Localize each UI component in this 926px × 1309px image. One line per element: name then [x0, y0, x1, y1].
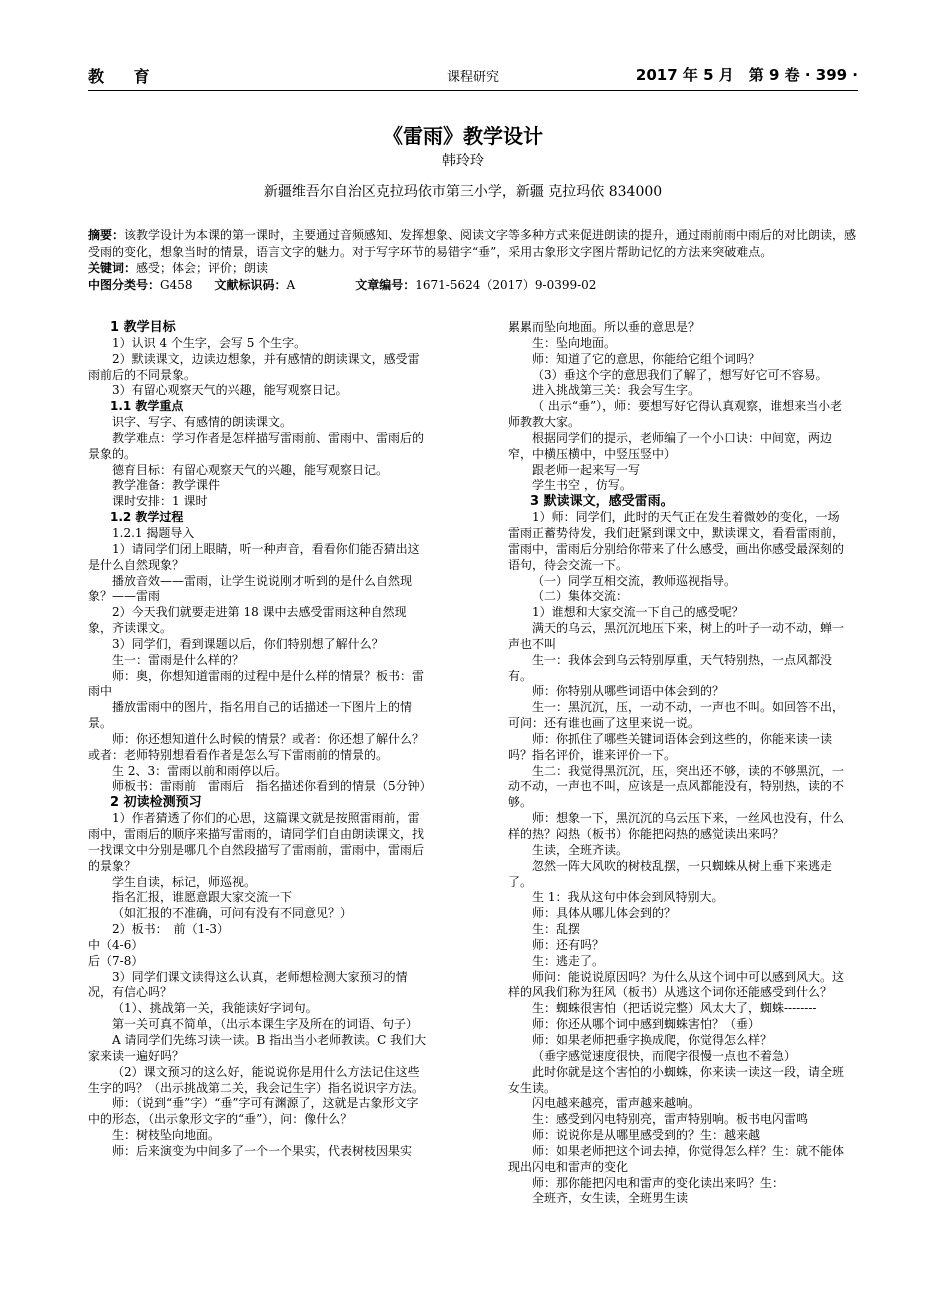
- body-paragraph: 进入挑战第三关：我会写生字。: [532, 383, 701, 398]
- body-paragraph: （2）课文预习的这么好，能说说你是用什么方法记住这些生字的吗？（出示挑战第二关，我会记生字）指名说识字方法。: [88, 1064, 425, 1095]
- body-paragraph: 1）师：同学们，此时的天气正在发生着微妙的变化，一场雷雨正蓄势待发，我们赶紧到课文中，默读课文，看看雷雨前，雷雨中，雷雨后分别给你带来了什么感受，画出你感受最深刻的语句，待会交流一下。: [508, 510, 845, 572]
- body-paragraph: 中（4-6）: [88, 937, 144, 952]
- body-paragraph: （如汇报的不准确，可问有没有不同意见？）: [112, 906, 353, 921]
- articleno-value: 1671-5624（2017）9-0399-02: [415, 277, 597, 292]
- body-paragraph: 生 2、3：雷雨以前和雨停以后。: [112, 763, 288, 778]
- body-paragraph: 学生书空 ，仿写。: [532, 478, 632, 493]
- body-paragraph: 生：坠向地面。: [532, 335, 617, 350]
- body-left-column: [88, 320, 432, 1160]
- body-paragraph: 师：奥，你想知道雷雨的过程中是什么样的情景？板书：雷雨中: [88, 668, 425, 699]
- body-paragraph: A 请同学们先练习读一读。B 指出当小老师教读。C 我们大家来读一遍好吗？: [88, 1032, 427, 1063]
- keywords-line: [88, 260, 858, 277]
- keywords-text: 感受；体会；评价；朗读: [136, 261, 269, 275]
- body-paragraph: 师：你还想知道什么时候的情景？或者：你还想了解什么？或者：老师特别想看看作者是怎么写下雷雨前的情景的。: [88, 731, 425, 762]
- body-paragraph: 生读，全班齐读。: [532, 842, 629, 857]
- doccode-label: 文献标识码：: [214, 277, 287, 292]
- body-paragraph: 生：感受到闪电特别亮，雷声特别响。板书电闪雷鸣: [532, 1112, 809, 1127]
- clc-label: 中图分类号：: [88, 277, 161, 292]
- body-paragraph: 1.2.1 揭题导入: [112, 525, 195, 540]
- body-paragraph: 1）谁想和大家交流一下自己的感受呢？: [532, 605, 744, 620]
- body-paragraph: 1）认识 4 个生字，会写 5 个生字。: [112, 335, 307, 350]
- body-paragraph: 根据同学们的提示，老师编了一个小口诀：中间宽，两边窄，中横压横中，中竖压竖中）: [508, 430, 833, 461]
- body-paragraph: 课时安排：1 课时: [112, 494, 208, 509]
- body-paragraph: 此时你就是这个害怕的小蜘蛛，你来读一读这一段，请全班女生读。: [508, 1064, 845, 1095]
- articleno-label: 文章编号：: [355, 277, 416, 292]
- body-paragraph: 播放雷雨中的图片，指名用自己的话描述一下图片上的情景。: [88, 700, 413, 731]
- body-paragraph: （一）同学互相交流，教师巡视指导。: [532, 573, 737, 588]
- abstract-block: [88, 227, 858, 293]
- body-paragraph: 师：想象一下，黑沉沉的乌云压下来，一丝风也没有，什么样的热？闷热（板书）你能把闷热的感觉读出来吗？: [508, 811, 845, 841]
- body-paragraph: 生一：黑沉沉，压，一动不动，一声也不叫。如回答不出，可问：还有谁也画了这里来说一说。: [508, 700, 845, 731]
- body-paragraph: 满天的乌云，黑沉沉地压下来，树上的叶子一动不动，蝉一声也不叫: [508, 621, 845, 651]
- journal-name: 教 育: [88, 67, 162, 86]
- body-paragraph: 2）今天我们就要走进第 18 课中去感受雷雨这种自然现象，齐读课文。: [88, 605, 407, 636]
- body-paragraph: 师：还有吗？: [532, 937, 605, 952]
- body-paragraph: （1）、挑战第一关，我能读好字词句。: [112, 1001, 318, 1016]
- subsection-heading: 1.2 教学过程: [110, 510, 184, 525]
- body-paragraph: 师问：能说说原因吗？为什么从这个词中可以感到风大。这样的风我们称为狂风（板书）从逃这个词你还能感受到什么？: [508, 969, 845, 1000]
- body-paragraph: 跟老师一起来写一写: [532, 462, 641, 477]
- body-paragraph: 累累而坠向地面。所以垂的意思是？: [508, 320, 701, 334]
- body-paragraph: 教学准备：教学课件: [112, 478, 221, 493]
- issue-info: 2017 年 5 月 第 9 卷 · 399 ·: [635, 66, 858, 84]
- body-paragraph: 识字、写字、有感情的朗读课文。: [112, 415, 293, 430]
- body-paragraph: 师：你还从哪个词中感到蜘蛛害怕？（垂）: [532, 1017, 761, 1032]
- body-paragraph: （3）垂这个字的意思我们了解了，想写好它可不容易。: [532, 367, 828, 382]
- abstract-text: 该教学设计为本课的第一课时，主要通过音频感知、发挥想象、阅读文字等多种方式来促进朗读的提升，通过雨前雨中雨后的对比朗读，感受雨的变化，想象当时的情景，语言文字的魅力。对于写字环节的易错字“垂”，采用古象形文字图片帮助记忆的方法来突破难点。: [88, 228, 857, 259]
- running-header: [88, 64, 858, 86]
- body-paragraph: 播放音效——雷雨，让学生说说刚才听到的是什么自然现象？——雷雨: [88, 573, 413, 604]
- body-paragraph: 3）有留心观察天气的兴趣，能写观察日记。: [112, 383, 348, 398]
- body-paragraph: 师：你特别从哪些词语中体会到的？: [532, 684, 725, 699]
- body-paragraph: 2）默读课文，边读边想象，并有感情的朗读课文，感受雷雨前后的不同景象。: [88, 351, 420, 382]
- section-heading: 3 默读课文，感受雷雨。: [530, 494, 674, 510]
- body-paragraph: 3）同学们，看到课题以后，你们特别想了解什么？: [112, 636, 384, 651]
- body-paragraph: （二）集体交流：: [532, 589, 629, 604]
- body-paragraph: 3）同学们课文读得这么认真，老师想检测大家预习的情况，有信心吗？: [88, 969, 408, 1000]
- article-title: 《雷雨》教学设计: [383, 124, 543, 148]
- body-paragraph: 生一：我体会到乌云特别厚重，天气特别热，一点风都没有。: [508, 652, 833, 683]
- body-paragraph: 生二：我觉得黑沉沉，压，突出还不够，读的不够黑沉，一动不动，一声也不叫，应该是一点风都能没有，特别热，读的不够。: [508, 763, 845, 810]
- abstract-label: 摘要：: [88, 228, 125, 242]
- subsection-heading: 1.1 教学重点: [110, 399, 184, 414]
- body-paragraph: 指名汇报，谁愿意跟大家交流一下: [112, 890, 293, 905]
- article-author: 韩玲玲: [442, 153, 484, 169]
- body-paragraph: 教学难点：学习作者是怎样描写雷雨前、雷雨中、雷雨后的景象的。: [88, 430, 425, 461]
- body-paragraph: 学生自读，标记，师巡视。: [112, 874, 257, 889]
- body-paragraph: 生一：雷雨是什么样的？: [112, 652, 245, 667]
- body-paragraph: 生：逃走了。: [532, 953, 605, 968]
- body-paragraph: 师：具体从哪儿体会到的？: [532, 906, 677, 921]
- classification-line: [88, 277, 858, 294]
- body-paragraph: 生：树枝坠向地面。: [112, 1128, 221, 1143]
- section-name: 课程研究: [446, 70, 499, 85]
- body-paragraph: 1）请同学们闭上眼睛，听一种声音，看看你们能否猜出这是什么自然现象？: [88, 541, 420, 572]
- body-paragraph: 师：如果老师把垂字换成爬，你觉得怎么样？: [532, 1032, 773, 1047]
- body-paragraph: 2）板书： 前（1-3）: [112, 922, 229, 937]
- body-paragraph: 全班齐，女生读，全班男生读: [532, 1191, 689, 1206]
- section-heading: 1 教学目标: [110, 320, 176, 335]
- clc-value: G458: [160, 277, 193, 292]
- body-paragraph: 生：蜘蛛很害怕（把话说完整）风太大了，蜘蛛--------: [532, 1001, 817, 1016]
- body-paragraph: 师：（说到“垂”字）“垂”字可有渊源了，这就是古象形文字中的形态，（出示象形文字的“垂”），问：像什么？: [88, 1096, 419, 1127]
- body-paragraph: 生：乱摆: [532, 922, 581, 937]
- body-paragraph: 师：知道了它的意思，你能给它组个词吗？: [532, 351, 761, 366]
- body-paragraph: 师：你抓住了哪些关键词语体会到这些的，你能来读一读吗？指名评价，谁来评价一下。: [508, 731, 833, 762]
- body-paragraph: 生 1：我从这句中体会到风特别大。: [532, 890, 724, 905]
- author-affiliation: 新疆维吾尔自治区克拉玛依市第三小学，新疆 克拉玛依 834000: [263, 184, 663, 200]
- body-right-column: [508, 320, 850, 1207]
- body-paragraph: 师：那你能把闪电和雷声的变化读出来吗？生：: [532, 1175, 785, 1190]
- doccode-value: A: [286, 277, 296, 292]
- body-paragraph: 师：说说你是从哪里感受到的？生：越来越: [532, 1128, 761, 1143]
- body-paragraph: 忽然一阵大风吹的树枝乱摆，一只蜘蛛从树上垂下来逃走了。: [508, 858, 833, 889]
- body-paragraph: （ 出示“垂”），师：要想写好它得认真观察，谁想来当小老师教教大家。: [508, 399, 843, 430]
- body-paragraph: 1）作者猜透了你们的心思，这篇课文就是按照雷雨前，雷雨中，雷雨后的顺序来描写雷雨的，请同学们自由朗读课文，找一找课文中分别是哪几个自然段描写了雷雨前，雷雨中，雷雨后的景象？: [88, 811, 425, 873]
- body-paragraph: 后（7-8）: [88, 953, 144, 968]
- body-paragraph: 师板书：雷雨前 雷雨后 指名描述你看到的情景（5分钟）: [112, 779, 432, 794]
- body-paragraph: （垂字感觉速度很快，而爬字很慢一点也不着急）: [532, 1048, 797, 1063]
- keywords-label: 关键词：: [88, 261, 137, 275]
- body-paragraph: 闪电越来越亮，雷声越来越响。: [532, 1096, 701, 1111]
- section-heading: 2 初读检测预习: [110, 795, 202, 811]
- header-rule: [88, 90, 858, 91]
- abstract-paragraph: [88, 227, 858, 260]
- body-paragraph: 师：如果老师把这个词去掉，你觉得怎么样？生：就不能体现出闪电和雷声的变化: [508, 1143, 845, 1174]
- body-paragraph: 师：后来演变为中间多了一个一个果实，代表树枝因果实: [112, 1143, 413, 1158]
- body-paragraph: 德育目标：有留心观察天气的兴趣，能写观察日记。: [112, 462, 389, 477]
- body-paragraph: 第一关可真不简单，（出示本课生字及所在的词语、句子）: [112, 1017, 419, 1032]
